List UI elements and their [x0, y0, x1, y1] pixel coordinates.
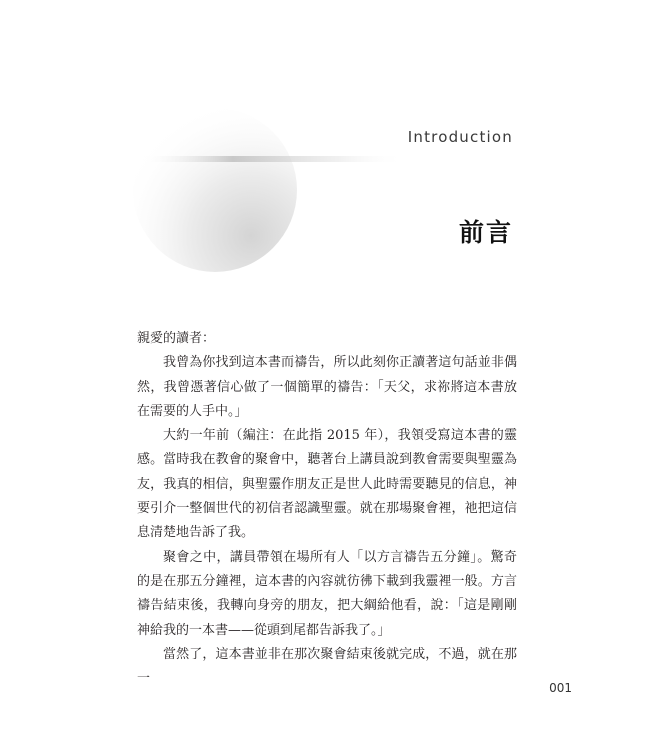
decorative-gradient-orb	[120, 95, 410, 275]
paragraph: 當然了，這本書並非在那次聚會結束後就完成，不過，就在那一	[137, 646, 517, 687]
orb-shape	[133, 108, 297, 272]
paragraph: 我曾為你找到這本書而禱告，所以此刻你正讀著這句話並非偶然，我曾憑著信心做了一個簡單的禱告：「天父，求祢將這本書放在需要的人手中。」	[137, 355, 517, 419]
paragraph: 大約一年前（編注：在此指 2015 年），我領受寫這本書的靈感。當時我在教會的聚會中，聽著台上講員說到教會需要與聖靈為友，我真的相信，與聖靈作朋友正是世人此時需要聽見的信息，神要引介一整個世代的初信者認識聖靈。就在那場聚會裡，祂把這信息清楚地告訴了我。	[137, 428, 517, 541]
page-number: 001	[549, 681, 572, 695]
light-streak	[140, 156, 405, 162]
chapter-title: 前言	[458, 218, 513, 247]
salutation: 親愛的讀者：	[137, 331, 216, 346]
chapter-eyebrow: Introduction	[407, 128, 513, 146]
body-text	[137, 327, 517, 691]
paragraph: 聚會之中，講員帶領在場所有人「以方言禱告五分鐘」。驚奇的是在那五分鐘裡，這本書的內容就彷彿下載到我靈裡一般。方言禱告結束後，我轉向身旁的朋友，把大綱給他看，說：「這是剛剛神給我的一本書——從頭到尾都告訴我了。」	[137, 549, 517, 638]
